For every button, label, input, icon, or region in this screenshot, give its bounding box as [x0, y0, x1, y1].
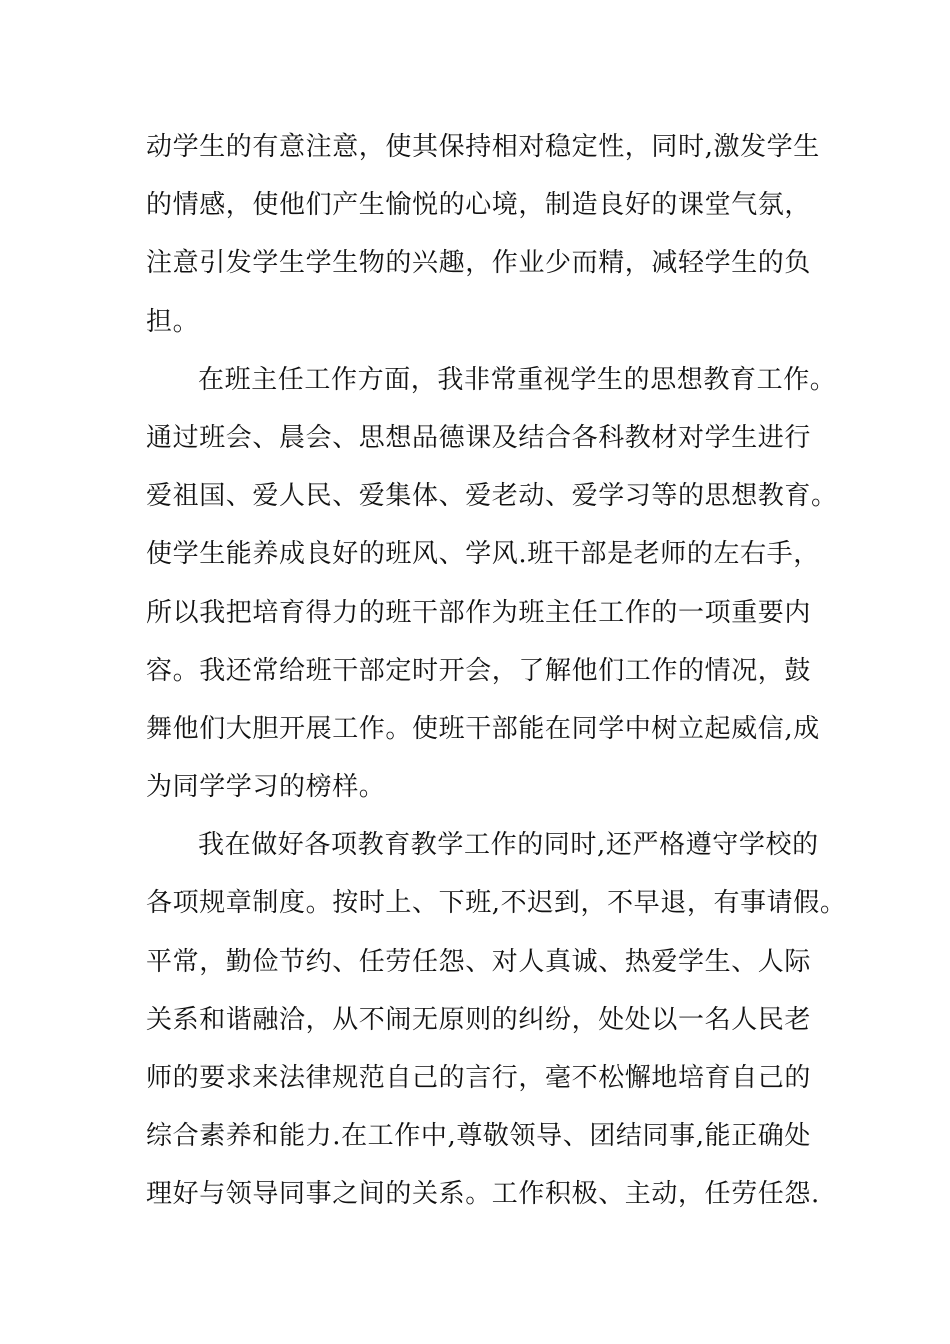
- text-line: 所以我把培育得力的班干部作为班主任工作的一项重要内: [146, 597, 812, 628]
- text-line: 容。我还常给班干部定时开会，了解他们工作的情况，鼓: [146, 655, 812, 686]
- text-line: 动学生的有意注意，使其保持相对稳定性，同时,激发学生: [146, 132, 820, 162]
- text-line: 注意引发学生学生物的兴趣，作业少而精，减轻学生的负: [146, 248, 812, 279]
- text-line: 为同学学习的榜样。: [146, 772, 386, 803]
- text-line: 的情感，使他们产生愉悦的心境，制造良好的课堂气氛，: [146, 190, 812, 221]
- text-line: 担。: [146, 306, 200, 337]
- paragraph-first-line: 我在做好各项教育教学工作的同时,还严格遵守学校的: [198, 830, 819, 861]
- text-line: 理好与领导同事之间的关系。工作积极、主动，任劳任怨.: [146, 1179, 820, 1210]
- body-text: [146, 118, 866, 1224]
- text-line: 关系和谐融洽，从不闹无原则的纠纷，处处以一名人民老: [146, 1004, 812, 1035]
- text-line: 使学生能养成良好的班风、学风.班干部是老师的左右手，: [146, 539, 820, 570]
- text-line: 舞他们大胆开展工作。使班干部能在同学中树立起威信,成: [146, 713, 820, 744]
- text-line: 爱祖国、爱人民、爱集体、爱老动、爱学习等的思想教育。: [146, 481, 838, 512]
- text-line: 综合素养和能力.在工作中,尊敬领导、团结同事,能正确处: [146, 1121, 811, 1152]
- text-line: 各项规章制度。按时上、下班,不迟到，不早退，有事请假。: [146, 888, 847, 919]
- text-line: 平常，勤俭节约、任劳任怨、对人真诚、热爱学生、人际: [146, 946, 812, 977]
- paragraph-first-line: 在班主任工作方面，我非常重视学生的思想教育工作。: [198, 364, 837, 395]
- text-line: 通过班会、晨会、思想品德课及结合各科教材对学生进行: [146, 422, 812, 453]
- text-line: 师的要求来法律规范自己的言行，毫不松懈地培育自己的: [146, 1063, 812, 1093]
